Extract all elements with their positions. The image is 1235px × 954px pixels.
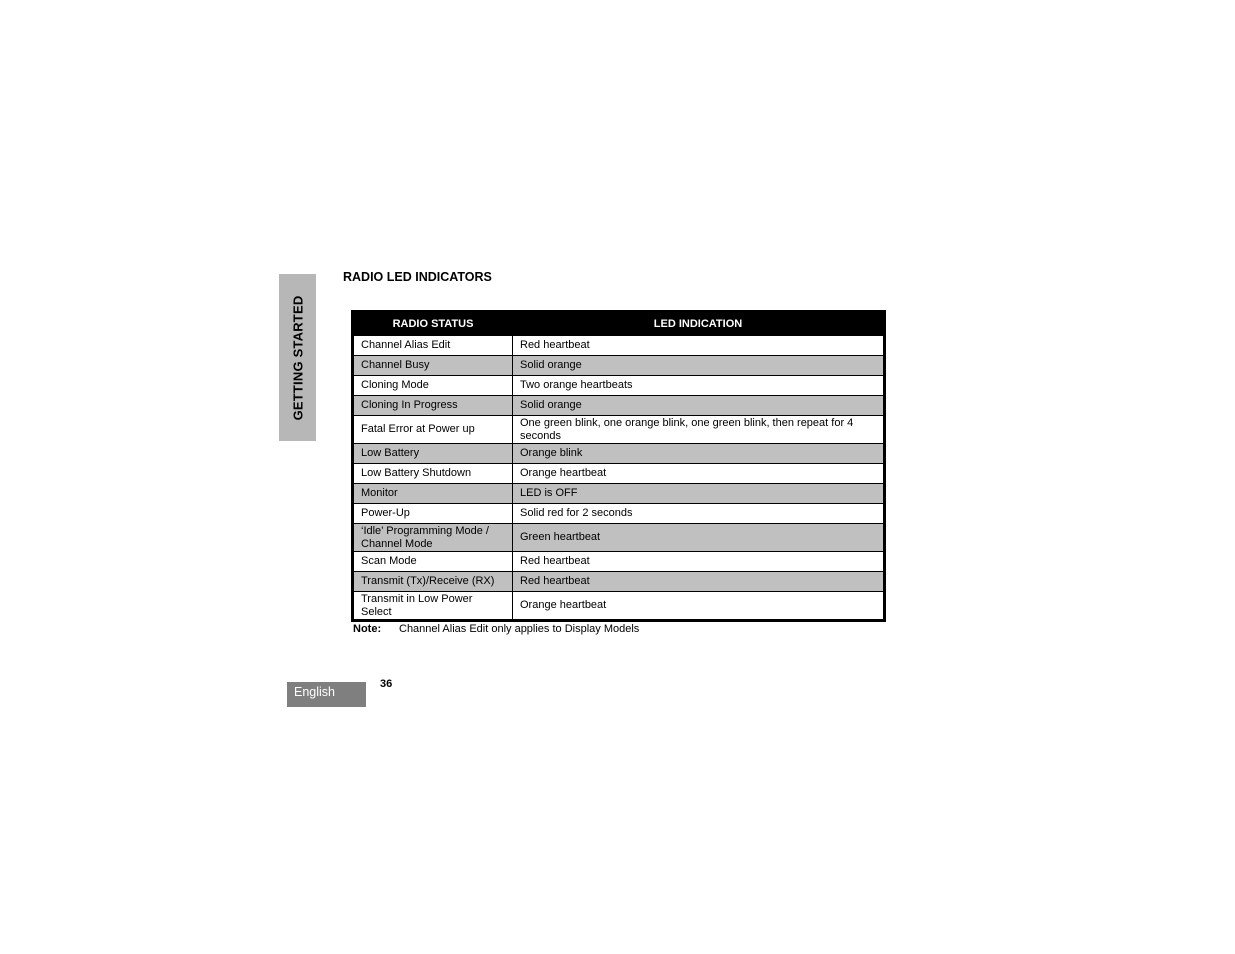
- table-row: [353, 396, 885, 416]
- table-row: [353, 504, 885, 524]
- column-header-radio-status: RADIO STATUS: [353, 312, 513, 336]
- side-tab-label: GETTING STARTED: [290, 295, 305, 420]
- page-number: 36: [380, 678, 393, 690]
- section-side-tab: [279, 274, 316, 441]
- led-indication-cell: Green heartbeat: [513, 524, 885, 552]
- led-indication-cell: Two orange heartbeats: [513, 376, 885, 396]
- radio-status-cell: ‘Idle’ Programming Mode / Channel Mode: [353, 524, 513, 552]
- led-indication-cell: Orange heartbeat: [513, 464, 885, 484]
- led-indication-cell: Red heartbeat: [513, 336, 885, 356]
- led-indication-cell: Red heartbeat: [513, 572, 885, 592]
- led-indication-cell: Red heartbeat: [513, 552, 885, 572]
- radio-status-cell: Low Battery Shutdown: [353, 464, 513, 484]
- radio-status-cell: Cloning In Progress: [353, 396, 513, 416]
- note-label: Note:: [353, 623, 382, 635]
- table-row: [353, 356, 885, 376]
- table-row: [353, 484, 885, 504]
- table-row: [353, 592, 885, 621]
- table-header-row: [353, 312, 885, 336]
- led-indication-cell: LED is OFF: [513, 484, 885, 504]
- language-label: English: [294, 685, 335, 699]
- column-header-led-indication: LED INDICATION: [513, 312, 885, 336]
- radio-status-cell: Channel Busy: [353, 356, 513, 376]
- table-row: [353, 552, 885, 572]
- led-indication-cell: Solid red for 2 seconds: [513, 504, 885, 524]
- radio-status-cell: Power-Up: [353, 504, 513, 524]
- radio-status-cell: Transmit (Tx)/Receive (RX): [353, 572, 513, 592]
- led-indication-cell: Solid orange: [513, 356, 885, 376]
- radio-status-cell: Scan Mode: [353, 552, 513, 572]
- table-row: [353, 444, 885, 464]
- language-tab: [287, 682, 366, 707]
- table-row: [353, 416, 885, 444]
- radio-status-cell: Cloning Mode: [353, 376, 513, 396]
- radio-status-cell: Transmit in Low Power Select: [353, 592, 513, 621]
- led-indication-cell: Orange heartbeat: [513, 592, 885, 621]
- led-indication-cell: Solid orange: [513, 396, 885, 416]
- radio-status-cell: Fatal Error at Power up: [353, 416, 513, 444]
- table-row: [353, 572, 885, 592]
- table-row: [353, 524, 885, 552]
- radio-status-cell: Monitor: [353, 484, 513, 504]
- led-indication-cell: One green blink, one orange blink, one green blink, then repeat for 4 seconds: [513, 416, 885, 444]
- table-row: [353, 376, 885, 396]
- note-text: Channel Alias Edit only applies to Display Models: [399, 623, 640, 635]
- led-indicator-table: [351, 310, 886, 622]
- table-note: [353, 623, 639, 635]
- led-indication-cell: Orange blink: [513, 444, 885, 464]
- table-row: [353, 464, 885, 484]
- radio-status-cell: Channel Alias Edit: [353, 336, 513, 356]
- radio-status-cell: Low Battery: [353, 444, 513, 464]
- section-title: RADIO LED INDICATORS: [343, 270, 492, 284]
- table-row: [353, 336, 885, 356]
